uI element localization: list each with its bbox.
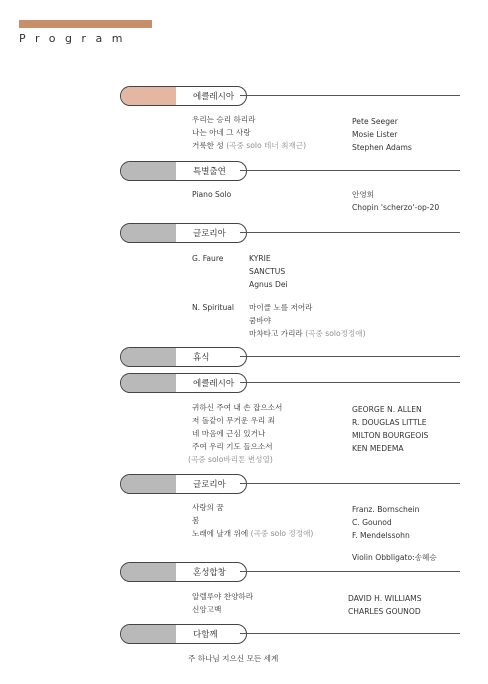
section-title: 특별출연 <box>193 167 226 177</box>
piece-title: 알렐루야 찬양하라 <box>192 592 254 601</box>
divider-line <box>240 356 460 357</box>
section-header-gloria-2 <box>120 474 460 494</box>
piece-title: 주 하나님 지으신 모든 세계 <box>188 654 279 663</box>
composer: Pete Seeger <box>352 117 398 126</box>
piece-title: 네 마음에 근심 있거나 <box>192 429 266 438</box>
section-header-together <box>120 624 460 644</box>
composer: R. DOUGLAS LITTLE <box>352 418 427 427</box>
section-title: 에클레시아 <box>193 379 235 389</box>
page-title: Program <box>19 32 132 45</box>
piece-title-row <box>192 140 306 153</box>
composer: Franz. Bornschein <box>352 505 420 514</box>
piece-title: 거룩한 성 <box>192 141 224 150</box>
composer: N. Spiritual <box>192 303 235 312</box>
performer-label: Piano Solo <box>192 190 232 199</box>
section-header-gloria-1 <box>120 223 460 243</box>
section-title: 휴식 <box>193 353 210 363</box>
divider-line <box>240 95 460 96</box>
section-header-special <box>120 161 460 181</box>
piece-title: 마이클 노를 저어라 <box>249 303 313 312</box>
piece-title: 쿰바야 <box>249 316 272 325</box>
composer: DAVID H. WILLIAMS <box>348 594 422 603</box>
section-header-ecclesia-1 <box>120 86 460 106</box>
piece-title: 사랑의 꿈 <box>192 503 224 512</box>
section-pill <box>120 86 247 106</box>
section-pill <box>120 347 247 367</box>
section-title: 글로리아 <box>193 229 226 239</box>
composer: G. Faure <box>192 254 224 263</box>
composer: Stephen Adams <box>352 143 412 152</box>
composer: Mosie Lister <box>352 130 398 139</box>
piece-title: 신앙고백 <box>192 605 222 614</box>
composer: F. Mendelssohn <box>352 531 410 540</box>
composer: MILTON BOURGEOIS <box>352 431 429 440</box>
divider-line <box>240 633 460 634</box>
piece-title: 귀하신 주여 내 손 잡으소서 <box>192 403 283 412</box>
piece-title: 우리는 승리 하리라 <box>192 115 256 124</box>
divider-line <box>240 232 460 233</box>
section-header-intermission <box>120 347 460 367</box>
composer: CHARLES GOUNOD <box>348 607 421 616</box>
obbligato-credit: Violin Obbligato:송혜승 <box>352 553 437 562</box>
divider-line <box>240 571 460 572</box>
section-title: 혼성합창 <box>193 568 226 578</box>
composer: GEORGE N. ALLEN <box>352 405 422 414</box>
section-pill <box>120 562 247 582</box>
divider-line <box>240 170 460 171</box>
section-title: 에클레시아 <box>193 92 235 102</box>
section-pill <box>120 161 247 181</box>
piece-title: 노래에 날개 위에 <box>192 529 249 538</box>
composer: C. Gounod <box>352 518 392 527</box>
piece-title: 저 돌같이 무거운 우리 죄 <box>192 416 276 425</box>
section-title: 다함께 <box>193 630 218 640</box>
section-title: 글로리아 <box>193 480 226 490</box>
solo-note: (곡중 solo 테너 최재근) <box>226 141 307 150</box>
piece-title: 주여 우리 기도 들으소서 <box>192 442 273 451</box>
piece-title: KYRIE <box>249 254 271 263</box>
piece-title-row <box>249 328 366 341</box>
section-pill <box>120 223 247 243</box>
piece-title: 마차타고 가리라 <box>249 329 303 338</box>
piece-title: 봄 <box>192 516 200 525</box>
piece-title: SANCTUS <box>249 267 286 276</box>
piece-title: Agnus Dei <box>249 280 288 289</box>
solo-note: (곡중 solo바리톤 변성열) <box>188 455 273 464</box>
section-header-ecclesia-2 <box>120 373 460 393</box>
section-header-mixed-chorus <box>120 562 460 582</box>
performer-name: 안영희 <box>352 190 375 199</box>
piece-title: 나는 아네 그 사랑 <box>192 128 251 137</box>
header-accent-bar <box>19 20 152 28</box>
section-pill <box>120 373 247 393</box>
divider-line <box>240 382 460 383</box>
solo-note: (곡중 solo 정정애) <box>250 529 314 538</box>
piece-title: Chopin 'scherzo'-op-20 <box>352 203 440 212</box>
section-pill <box>120 474 247 494</box>
composer: KEN MEDEMA <box>352 444 404 453</box>
piece-title-row <box>192 528 313 541</box>
divider-line <box>240 483 460 484</box>
section-pill <box>120 624 247 644</box>
solo-note: (곡중 solo정정애) <box>305 329 366 338</box>
